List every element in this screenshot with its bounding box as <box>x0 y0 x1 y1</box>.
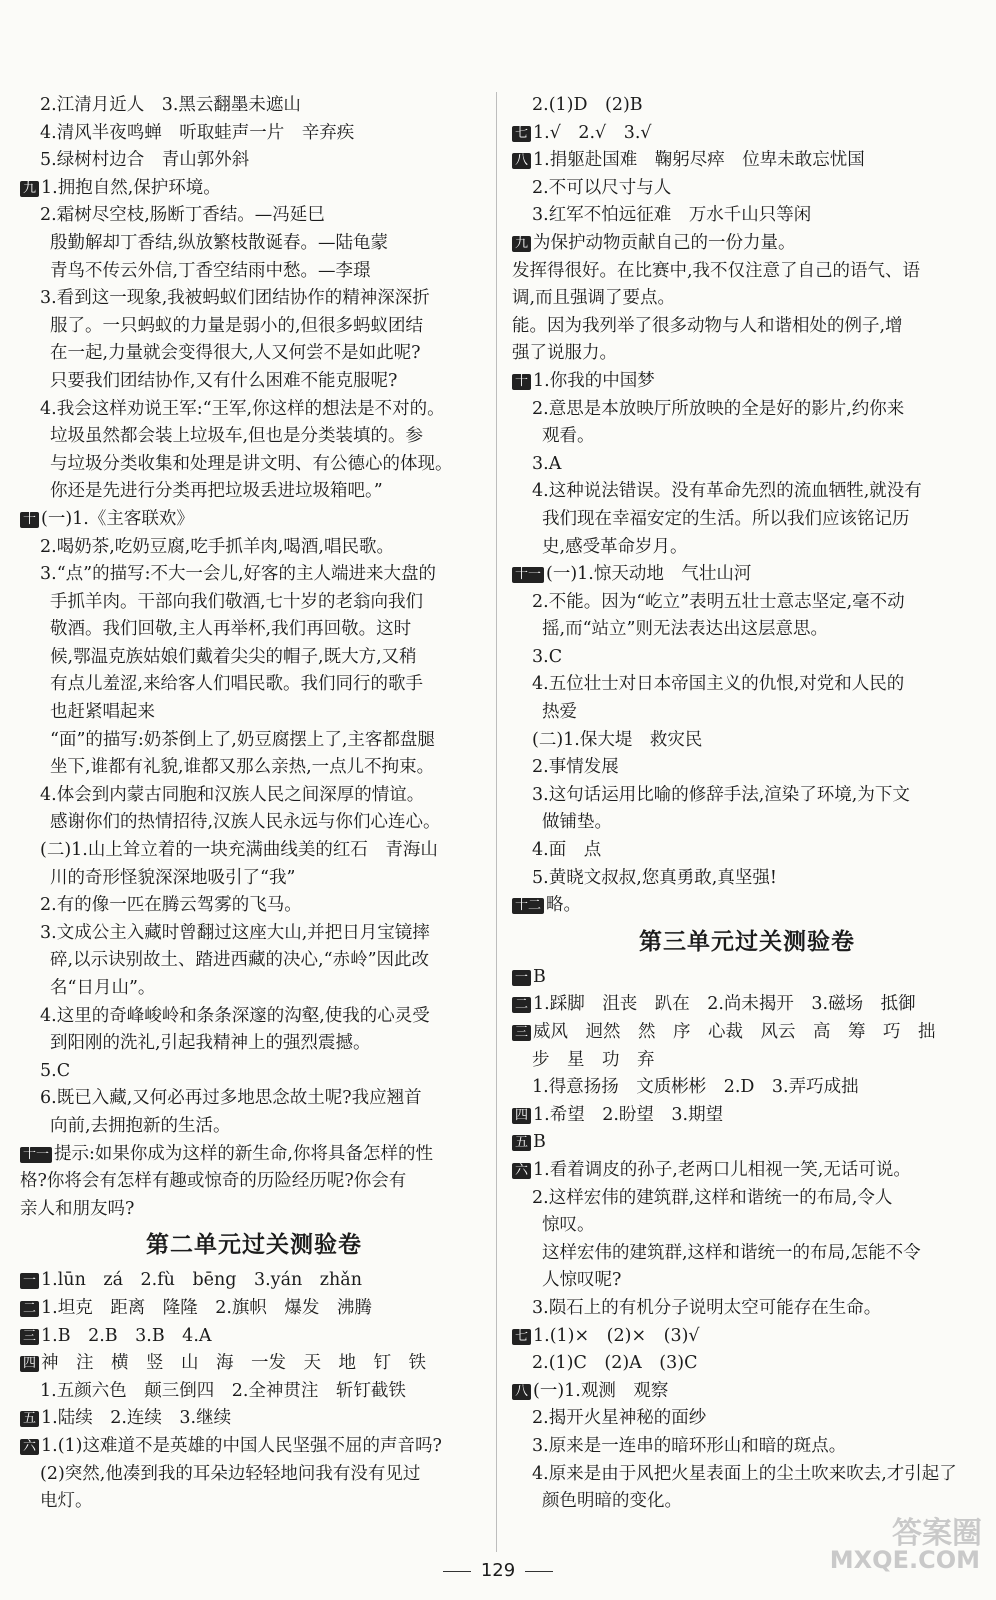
answer-line <box>20 1378 488 1406</box>
answer-text: 调,而且强调了要点。 <box>512 288 676 309</box>
answer-text: 有点儿羞涩,来给客人们唱民歌。我们同行的歌手 <box>50 674 424 695</box>
answer-line <box>20 782 488 810</box>
answer-line <box>20 1405 488 1433</box>
answer-line <box>512 1378 982 1406</box>
answer-line <box>20 837 488 865</box>
answer-line <box>512 506 982 534</box>
answer-line <box>512 964 982 992</box>
answer-text: 电灯。 <box>40 1491 93 1512</box>
answer-text: 2.喝奶茶,吃奶豆腐,吃手抓羊肉,喝酒,唱民歌。 <box>40 536 394 557</box>
answer-line <box>20 727 488 755</box>
answer-text: 也赶紧唱起来 <box>50 702 155 723</box>
answer-text: (2)突然,他凑到我的耳朵边轻轻地问我有没有见过 <box>40 1463 421 1484</box>
answer-line <box>20 1267 488 1295</box>
answer-line <box>512 313 982 341</box>
answer-text: 2.(1)D (2)B <box>532 95 643 115</box>
answer-text: 3.原来是一连串的暗环形山和暗的斑点。 <box>532 1435 847 1456</box>
answer-line <box>20 1461 488 1489</box>
answer-text: 与垃圾分类收集和处理是讲文明、有公德心的体现。 <box>50 453 453 474</box>
answer-line <box>512 1102 982 1130</box>
section-number-badge: 十一 <box>20 1147 52 1163</box>
answer-text: 1.你我的中国梦 <box>533 370 655 391</box>
section-number-badge: 二 <box>512 997 531 1013</box>
left-answer-column <box>20 92 488 1516</box>
answer-line <box>512 285 982 313</box>
answer-text: B <box>533 1132 546 1153</box>
answer-text: 候,鄂温克族姑娘们戴着尖尖的帽子,既大方,又稍 <box>50 646 417 667</box>
answer-line <box>20 947 488 975</box>
answer-text: 2.这样宏伟的建筑群,这样和谐统一的布局,令人 <box>532 1187 893 1208</box>
answer-text: 3.A <box>532 453 562 474</box>
answer-text: (二)1.保大堤 救灾民 <box>532 729 703 750</box>
answer-text: 2.揭开火星神秘的面纱 <box>532 1408 707 1429</box>
answer-text: 3.这句话运用比喻的修辞手法,渲染了环境,为下文 <box>532 784 910 805</box>
answer-line <box>20 313 488 341</box>
answer-line <box>20 1488 488 1516</box>
answer-line <box>20 644 488 672</box>
answer-text: 2.事情发展 <box>532 757 619 778</box>
answer-text: 青鸟不传云外信,丁香空结雨中愁。—李璟 <box>50 260 371 281</box>
answer-text: 服了。一只蚂蚁的力量是弱小的,但很多蚂蚁团结 <box>50 315 424 336</box>
answer-line <box>512 534 982 562</box>
section-number-badge: 三 <box>512 1025 531 1041</box>
answer-line <box>512 809 982 837</box>
answer-text: 能。因为我列举了很多动物与人和谐相处的例子,增 <box>512 315 903 336</box>
answer-text: 观看。 <box>542 426 595 447</box>
answer-line <box>512 561 982 589</box>
answer-text: 1.希望 2.盼望 3.期望 <box>533 1104 724 1125</box>
section-number-badge: 四 <box>512 1108 531 1124</box>
answer-line <box>512 1019 982 1047</box>
answer-text: 手抓羊肉。干部向我们敬酒,七十岁的老翁向我们 <box>50 591 424 612</box>
answer-line <box>20 1295 488 1323</box>
section-number-badge: 一 <box>20 1273 39 1289</box>
answer-line <box>512 120 982 148</box>
answer-text: 2.(1)C (2)A (3)C <box>532 1353 698 1374</box>
section-number-badge: 八 <box>512 153 531 169</box>
answer-text: 4.体会到内蒙古同胞和汉族人民之间深厚的情谊。 <box>40 784 425 805</box>
answer-text: 到阳刚的洗礼,引起我精神上的强烈震撼。 <box>50 1033 371 1054</box>
answer-text: B <box>533 966 546 987</box>
answer-line <box>512 991 982 1019</box>
answer-line <box>20 809 488 837</box>
answer-line <box>20 120 488 148</box>
answer-line <box>512 782 982 810</box>
answer-line <box>512 230 982 258</box>
section-number-badge: 七 <box>512 1329 531 1345</box>
answer-line <box>512 1405 982 1433</box>
answer-line <box>512 644 982 672</box>
answer-text: 4.清风半夜鸣蝉 听取蛙声一片 辛弃疾 <box>40 122 355 143</box>
answer-line <box>20 865 488 893</box>
answer-line <box>512 1047 982 1075</box>
answer-text: 亲人和朋友吗? <box>20 1198 135 1219</box>
answer-line <box>512 837 982 865</box>
answer-line <box>20 589 488 617</box>
answer-text: 热爱 <box>542 702 577 723</box>
answer-text: 1.踩脚 沮丧 趴在 2.尚未揭开 3.磁场 抵御 <box>533 994 916 1015</box>
answer-text: 川的奇形怪貌深深地吸引了“我” <box>50 867 296 888</box>
answer-text: 2.霜树尽空枝,肠断丁香结。—冯延巳 <box>40 205 325 226</box>
answer-line <box>512 1129 982 1157</box>
answer-text: 颜色明暗的变化。 <box>542 1491 682 1512</box>
answer-line <box>512 258 982 286</box>
answer-line <box>512 1461 982 1489</box>
answer-line <box>512 1267 982 1295</box>
answer-line <box>20 285 488 313</box>
answer-line <box>20 1196 488 1224</box>
answer-line <box>512 478 982 506</box>
answer-line <box>20 1113 488 1141</box>
answer-text: 6.既已入藏,又何必再过多地思念故土呢?我应翘首 <box>40 1088 422 1109</box>
answer-text: 2.不可以尺寸与人 <box>532 177 672 198</box>
answer-line <box>20 1030 488 1058</box>
answer-line <box>512 892 982 920</box>
answer-text: 敬酒。我们回敬,主人再举杯,我们再回敬。这时 <box>50 619 412 640</box>
answer-line <box>20 396 488 424</box>
answer-text: 这样宏伟的建筑群,这样和谐统一的布局,怎能不令 <box>542 1242 921 1263</box>
answer-line <box>20 534 488 562</box>
answer-line <box>512 1074 982 1102</box>
answer-line <box>20 1085 488 1113</box>
section-number-badge: 十 <box>512 374 531 390</box>
answer-line <box>512 1350 982 1378</box>
answer-text: 1.(1)× (2)× (3)√ <box>533 1325 700 1346</box>
answer-line <box>512 1295 982 1323</box>
answer-line <box>512 147 982 175</box>
answer-line <box>20 1323 488 1351</box>
answer-line <box>512 1240 982 1268</box>
section-number-badge: 七 <box>512 126 531 142</box>
answer-line <box>20 258 488 286</box>
answer-text: 3.红军不怕远征难 万水千山只等闲 <box>532 205 812 226</box>
answer-line <box>512 699 982 727</box>
footer-rule-right <box>525 1571 553 1572</box>
answer-text: 步 星 功 弃 <box>532 1049 655 1070</box>
answer-text: 威风 迥然 然 序 心裁 风云 高 筹 巧 拙 <box>533 1022 936 1042</box>
page-number: 129 <box>480 1560 516 1581</box>
answer-line <box>20 506 488 534</box>
answer-line <box>20 671 488 699</box>
answer-text: 为保护动物贡献自己的一份力量。 <box>533 232 796 253</box>
answer-text: 殷勤解却丁香结,纵放繁枝散诞春。—陆龟蒙 <box>50 232 389 253</box>
answer-line <box>20 616 488 644</box>
answer-line <box>512 396 982 424</box>
answer-text: 4.面 点 <box>532 840 602 861</box>
answer-text: 2.江清月近人 3.黑云翻墨未遮山 <box>40 95 301 115</box>
section-number-badge: 八 <box>512 1384 531 1400</box>
section-number-badge: 十二 <box>512 898 544 914</box>
section-number-badge: 三 <box>20 1329 39 1345</box>
answer-text: 提示:如果你成为这样的新生命,你将具备怎样的性 <box>54 1143 433 1164</box>
answer-line <box>20 1058 488 1086</box>
answer-text: 碎,以示诀别故土、踏进西藏的决心,“赤岭”因此改 <box>50 950 430 971</box>
answer-line <box>20 1350 488 1378</box>
answer-line <box>512 175 982 203</box>
answer-line <box>512 754 982 782</box>
answer-line <box>20 920 488 948</box>
answer-text: (一)1.观测 观察 <box>533 1380 669 1401</box>
answer-text: 神 注 横 竖 山 海 一发 天 地 钉 铁 <box>41 1353 427 1374</box>
answer-text: 4.原来是由于风把火星表面上的尘土吹来吹去,才引起了 <box>532 1463 957 1484</box>
answer-text: 3.文成公主入藏时曾翻过这座大山,并把日月宝镜摔 <box>40 922 430 943</box>
answer-line <box>20 478 488 506</box>
answer-text: 4.我会这样劝说王军:“王军,你这样的想法是不对的。 <box>40 398 445 419</box>
watermark-url: MXQE.COM <box>829 1546 980 1574</box>
answer-line <box>20 368 488 396</box>
answer-line <box>20 754 488 782</box>
answer-line <box>20 230 488 258</box>
column-divider <box>496 92 497 1552</box>
answer-text: 只要我们团结协作,又有什么困难不能克服呢? <box>50 370 398 391</box>
answer-line <box>20 202 488 230</box>
answer-text: 做铺垫。 <box>542 812 612 833</box>
answer-text: 1.lūn zá 2.fù bēng 3.yán zhǎn <box>41 1270 362 1291</box>
answer-text: 4.这里的奇峰峻岭和条条深邃的沟壑,使我的心灵受 <box>40 1005 430 1026</box>
section-number-badge: 十一 <box>512 567 544 583</box>
answer-line <box>512 671 982 699</box>
answer-text: 2.有的像一匹在腾云驾雾的飞马。 <box>40 895 302 916</box>
answer-text: 1.坦克 距离 隆隆 2.旗帜 爆发 沸腾 <box>41 1297 372 1318</box>
answer-text: (一)1.《主客联欢》 <box>41 508 194 529</box>
answer-line <box>512 1185 982 1213</box>
right-answer-column <box>512 92 982 1516</box>
answer-text: 1.捐躯赴国难 鞠躬尽瘁 位卑未敢忘忧国 <box>533 150 865 171</box>
answer-text: 1.得意扬扬 文质彬彬 2.D 3.弄巧成拙 <box>532 1077 859 1098</box>
section-number-badge: 六 <box>512 1163 531 1179</box>
answer-line <box>512 368 982 396</box>
section-number-badge: 四 <box>20 1356 39 1372</box>
answer-line <box>512 1323 982 1351</box>
answer-line <box>512 589 982 617</box>
answer-text: 惊叹。 <box>542 1215 595 1236</box>
answer-text: 3.“点”的描写:不大一会儿,好客的主人端进来大盘的 <box>40 564 437 585</box>
answer-text: 向前,去拥抱新的生活。 <box>50 1115 231 1136</box>
answer-text: 摇,而“站立”则无法表达出这层意思。 <box>542 619 828 640</box>
section-number-badge: 九 <box>20 181 39 197</box>
answer-text: 5.C <box>40 1060 71 1081</box>
answer-line <box>512 423 982 451</box>
section-number-badge: 五 <box>512 1135 531 1151</box>
answer-text: 1.B 2.B 3.B 4.A <box>41 1325 212 1346</box>
answer-text: 1.陆续 2.连续 3.继续 <box>41 1408 232 1429</box>
answer-text: 在一起,力量就会变得很大,人又何尝不是如此呢? <box>50 343 421 364</box>
answer-line <box>512 616 982 644</box>
answer-text: 坐下,谁都有礼貌,谁都又那么亲热,一点儿不拘束。 <box>50 757 435 778</box>
answer-line <box>512 1433 982 1461</box>
answer-text: 我们现在幸福安定的生活。所以我们应该铭记历 <box>542 508 910 529</box>
answer-text: 4.这种说法错误。没有革命先烈的流血牺牲,就没有 <box>532 481 922 502</box>
answer-line <box>20 451 488 479</box>
answer-text: 强了说服力。 <box>512 343 617 364</box>
section-number-badge: 一 <box>512 970 531 986</box>
answer-line <box>20 1003 488 1031</box>
answer-line <box>512 865 982 893</box>
answer-text: 1.五颜六色 颠三倒四 2.全神贯注 斩钉截铁 <box>40 1380 406 1401</box>
answer-text: “面”的描写:奶茶倒上了,奶豆腐摆上了,主客都盘腿 <box>50 729 435 750</box>
answer-text: 2.不能。因为“屹立”表明五壮士意志坚定,毫不动 <box>532 591 905 612</box>
answer-line <box>512 202 982 230</box>
answer-line <box>512 92 982 120</box>
answer-text: 5.绿树村边合 青山郭外斜 <box>40 150 250 171</box>
answer-text: 4.五位壮士对日本帝国主义的仇恨,对党和人民的 <box>532 674 905 695</box>
answer-text: 垃圾虽然都会装上垃圾车,但也是分类装填的。参 <box>50 426 424 447</box>
section-number-badge: 十 <box>20 512 39 528</box>
answer-line <box>20 1141 488 1169</box>
answer-text: 1.(1)这难道不是英雄的中国人民坚强不屈的声音吗? <box>41 1435 442 1456</box>
answer-line <box>20 340 488 368</box>
section-number-badge: 六 <box>20 1439 39 1455</box>
answer-line <box>20 175 488 203</box>
answer-line <box>20 147 488 175</box>
answer-line <box>20 423 488 451</box>
section-heading: 第三单元过关测验卷 <box>639 927 855 955</box>
answer-line <box>512 727 982 755</box>
section-heading: 第二单元过关测验卷 <box>146 1231 362 1259</box>
answer-line <box>20 92 488 120</box>
answer-text: 人惊叹呢? <box>542 1270 622 1291</box>
answer-text: (二)1.山上耸立着的一块充满曲线美的红石 青海山 <box>40 840 438 861</box>
answer-line <box>512 1212 982 1240</box>
answer-text: 格?你将会有怎样有趣或惊奇的历险经历呢?你会有 <box>20 1171 407 1192</box>
answer-text: 2.意思是本放映厅所放映的全是好的影片,约你来 <box>532 398 905 419</box>
answer-text: 1.√ 2.√ 3.√ <box>533 122 652 143</box>
answer-text: 略。 <box>546 895 582 916</box>
answer-line <box>20 975 488 1003</box>
answer-text: 感谢你们的热情招待,汉族人民永远与你们心连心。 <box>50 812 441 833</box>
section-number-badge: 二 <box>20 1301 39 1317</box>
answer-line <box>20 1168 488 1196</box>
answer-text: (一)1.惊天动地 气壮山河 <box>546 564 752 585</box>
answer-line <box>512 451 982 479</box>
answer-text: 史,感受革命岁月。 <box>542 536 688 557</box>
footer-rule-left <box>443 1571 471 1572</box>
answer-text: 5.黄晓文叔叔,您真勇敢,真坚强! <box>532 867 777 888</box>
answer-text: 3.C <box>532 646 563 667</box>
answer-line <box>20 561 488 589</box>
answer-text: 名“日月山”。 <box>50 978 156 998</box>
answer-line <box>20 892 488 920</box>
answer-text: 你还是先进行分类再把垃圾丢进垃圾箱吧。” <box>50 481 383 502</box>
answer-line <box>20 1433 488 1461</box>
answer-text: 发挥得很好。在比赛中,我不仅注意了自己的语气、语 <box>512 260 921 281</box>
watermark-logo: 答案圈 <box>892 1516 982 1551</box>
section-number-badge: 九 <box>512 236 531 252</box>
answer-text: 1.拥抱自然,保护环境。 <box>41 177 221 198</box>
answer-line <box>20 699 488 727</box>
answer-text: 1.看着调皮的孙子,老两口儿相视一笑,无话可说。 <box>533 1159 911 1180</box>
answer-line <box>512 1157 982 1185</box>
answer-text: 3.看到这一现象,我被蚂蚁们团结协作的精神深深折 <box>40 288 430 309</box>
section-number-badge: 五 <box>20 1411 39 1427</box>
answer-text: 3.陨石上的有机分子说明太空可能存在生命。 <box>532 1297 882 1318</box>
answer-line <box>512 340 982 368</box>
